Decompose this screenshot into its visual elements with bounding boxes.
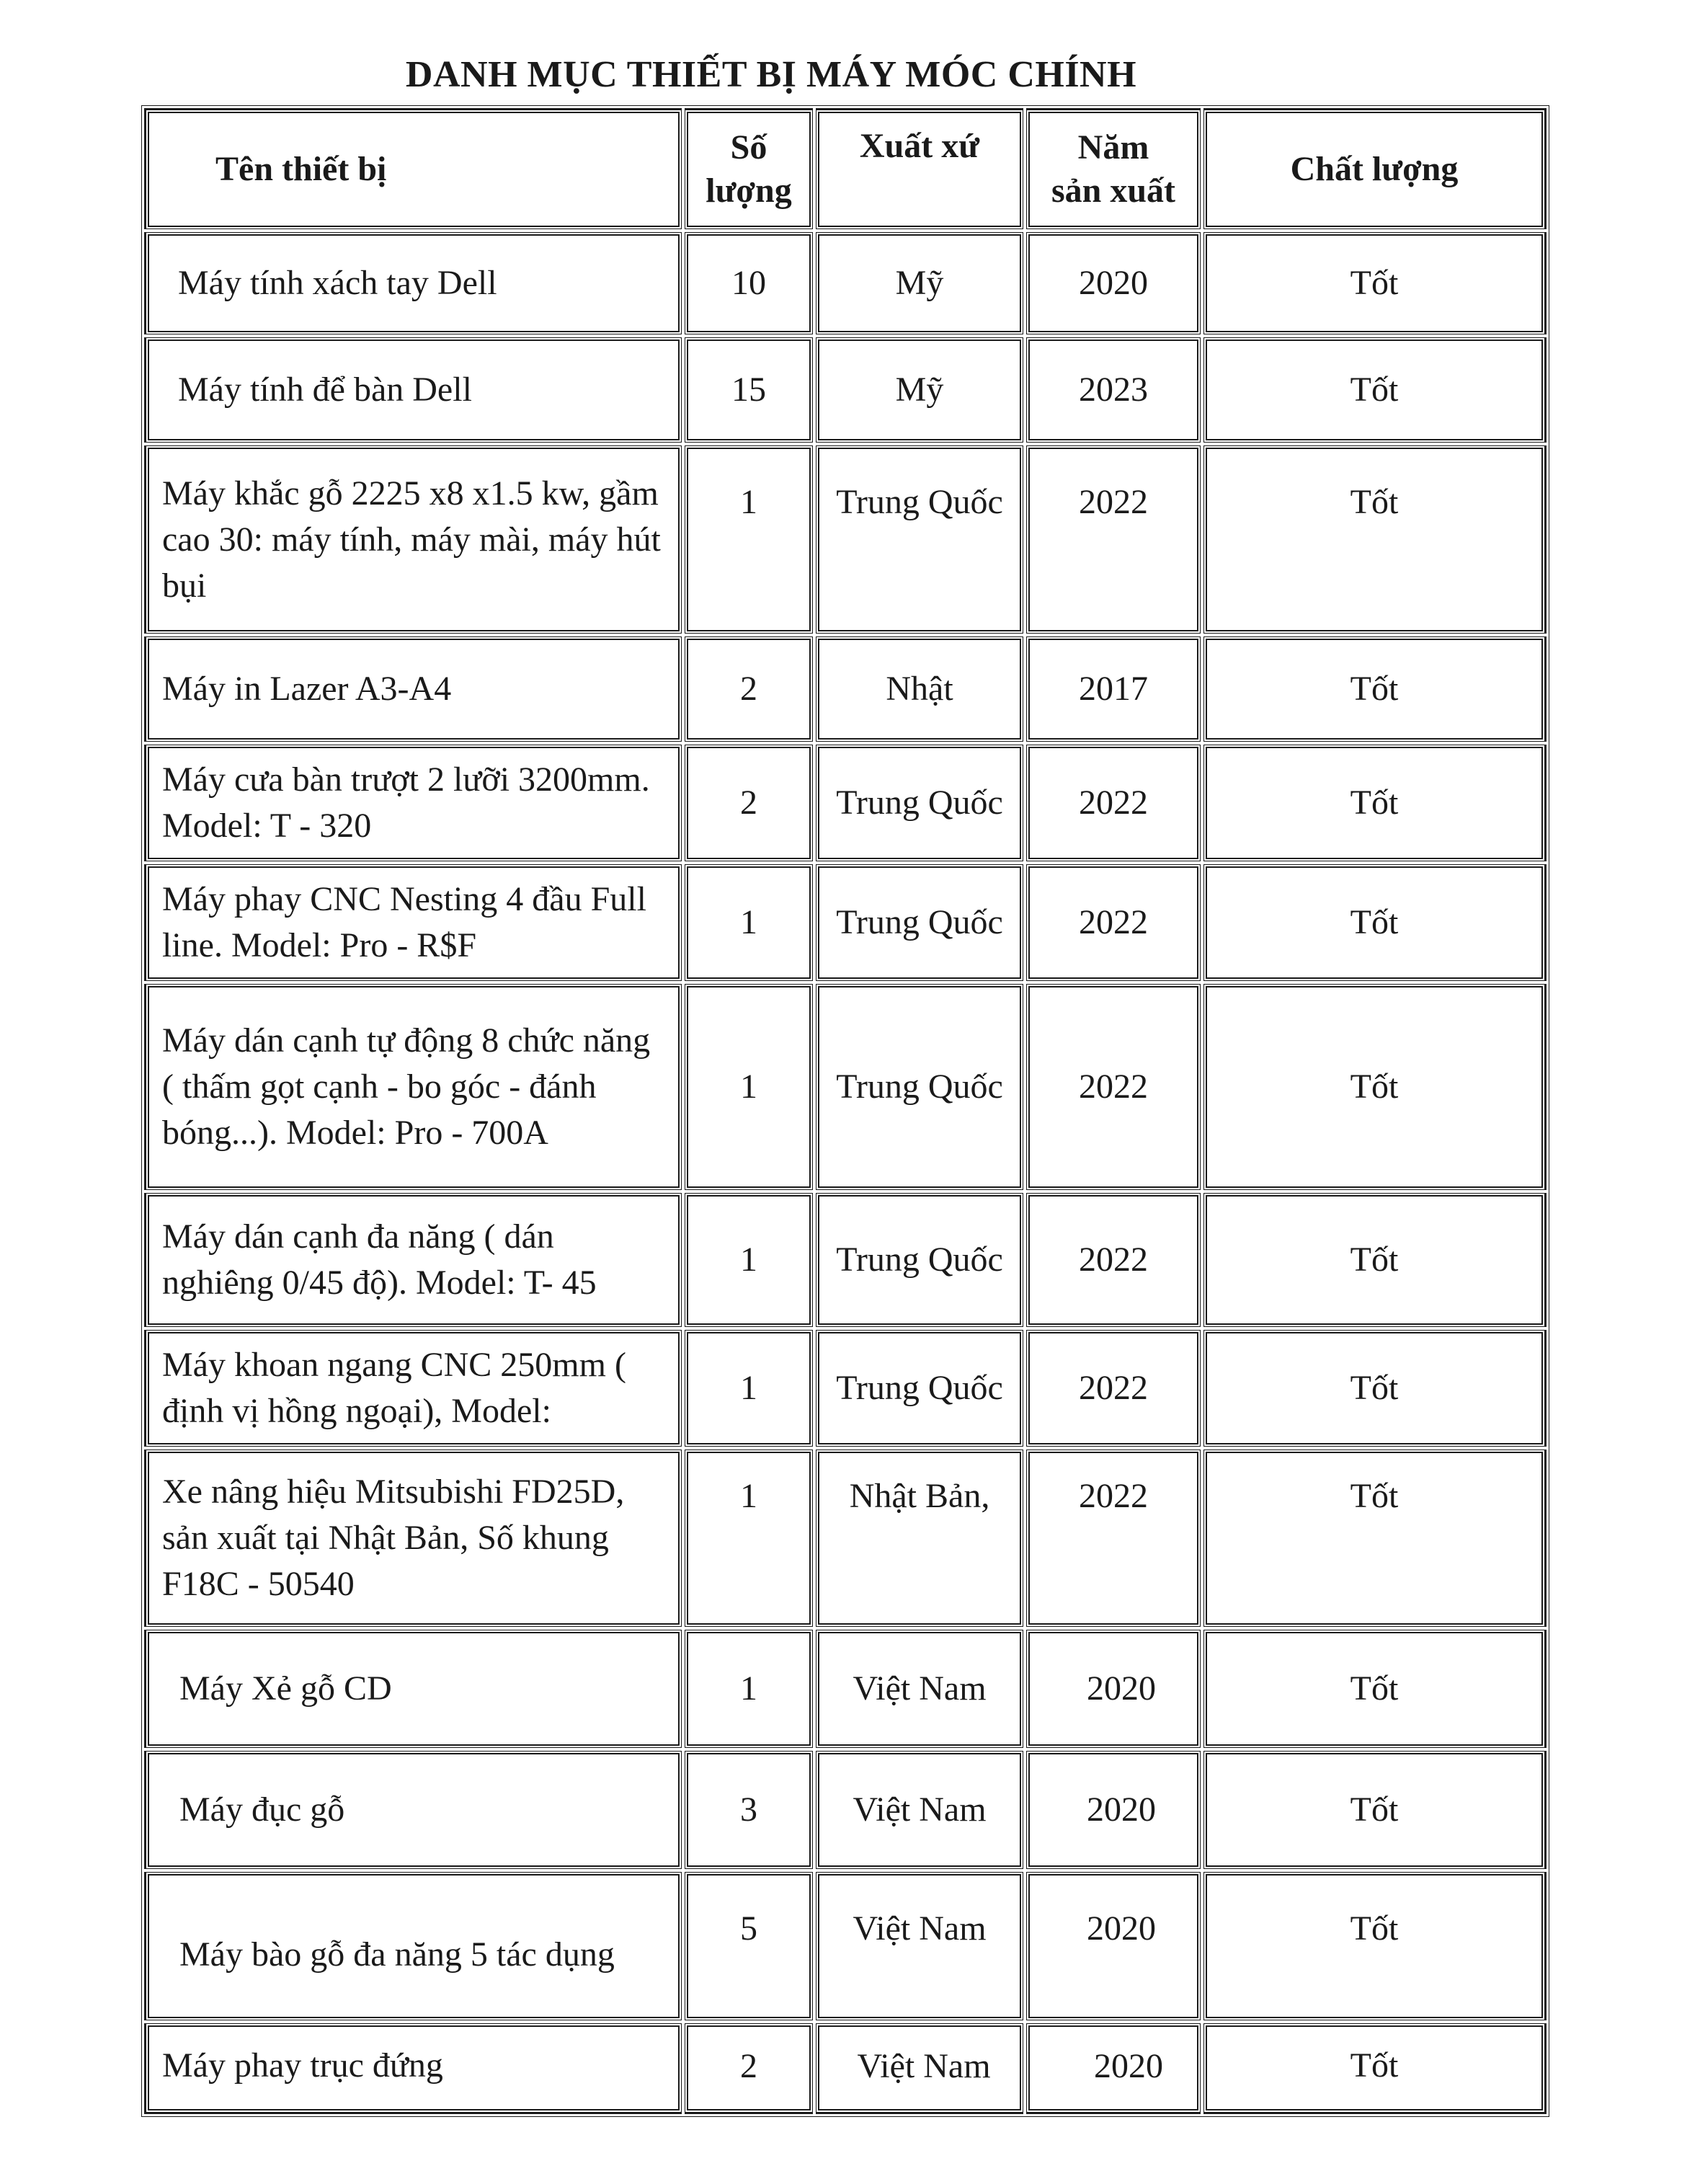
cell-quantity: 3 [683,1749,814,1870]
cell-year: 2022 [1025,743,1202,863]
cell-origin: Trung Quốc [814,863,1025,982]
cell-origin: Trung Quốc [814,1191,1025,1328]
cell-name: Máy phay trục đứng [144,2022,683,2114]
cell-origin: Trung Quốc [814,444,1025,635]
cell-origin: Nhật [814,635,1025,743]
cell-name: Xe nâng hiệu Mitsubishi FD25D, sản xuất tại Nhật Bản, Số khung F18C - 50540 [144,1448,683,1628]
cell-quantity: 2 [683,2022,814,2114]
cell-quality: Tốt [1202,635,1547,743]
cell-year: 2022 [1025,1448,1202,1628]
cell-year: 2020 [1025,231,1202,336]
cell-quality: Tốt [1202,336,1547,444]
cell-year: 2022 [1025,1328,1202,1448]
cell-year: 2020 [1025,1870,1202,2022]
cell-name: Máy dán cạnh đa năng ( dán nghiêng 0/45 độ). Model: T- 45 [144,1191,683,1328]
cell-name: Máy tính để bàn Dell [144,336,683,444]
table-row [144,2022,1547,2114]
cell-name: Máy khắc gỗ 2225 x8 x1.5 kw, gầm cao 30: máy tính, máy mài, máy hút bụi [144,444,683,635]
cell-name: Máy tính xách tay Dell [144,231,683,336]
table-row [144,231,1547,336]
cell-quantity: 1 [683,444,814,635]
cell-year: 2022 [1025,1191,1202,1328]
cell-origin: Nhật Bản, [814,1448,1025,1628]
table-row [144,336,1547,444]
header-quantity: Số lượng [683,108,814,231]
cell-quantity: 5 [683,1870,814,2022]
cell-quality: Tốt [1202,1628,1547,1749]
cell-year: 2022 [1025,863,1202,982]
cell-origin: Việt Nam [814,1749,1025,1870]
header-quality: Chất lượng [1202,108,1547,231]
cell-quality: Tốt [1202,1191,1547,1328]
cell-quality: Tốt [1202,743,1547,863]
cell-name: Máy Xẻ gỗ CD [144,1628,683,1749]
cell-quantity: 1 [683,982,814,1191]
table-row [144,1191,1547,1328]
cell-year: 2020 [1025,1749,1202,1870]
page-title: DANH MỤC THIẾT BỊ MÁY MÓC CHÍNH [405,54,1137,95]
table-row [144,1749,1547,1870]
cell-name: Máy bào gỗ đa năng 5 tác dụng [144,1870,683,2022]
cell-origin: Việt Nam [814,1870,1025,2022]
table-row [144,863,1547,982]
cell-name: Máy in Lazer A3-A4 [144,635,683,743]
cell-quality: Tốt [1202,444,1547,635]
equipment-table [141,105,1549,2117]
table-row [144,1870,1547,2022]
cell-year: 2022 [1025,982,1202,1191]
header-origin: Xuất xứ [814,108,1025,231]
cell-origin: Việt Nam [814,1628,1025,1749]
cell-quality: Tốt [1202,231,1547,336]
cell-quality: Tốt [1202,982,1547,1191]
cell-quantity: 15 [683,336,814,444]
cell-quality: Tốt [1202,1749,1547,1870]
cell-quality: Tốt [1202,863,1547,982]
cell-quality: Tốt [1202,1328,1547,1448]
cell-quality: Tốt [1202,1870,1547,2022]
cell-name: Máy khoan ngang CNC 250mm ( định vị hồng ngoại), Model: [144,1328,683,1448]
table-row [144,1628,1547,1749]
cell-quantity: 1 [683,1628,814,1749]
cell-quantity: 1 [683,1191,814,1328]
cell-name: Máy dán cạnh tự động 8 chức năng ( thấm gọt cạnh - bo góc - đánh bóng...). Model: Pro - 700A [144,982,683,1191]
cell-origin: Trung Quốc [814,982,1025,1191]
table-row [144,444,1547,635]
table-row [144,743,1547,863]
cell-quantity: 1 [683,1328,814,1448]
table-row [144,635,1547,743]
table-header-row [144,108,1547,231]
cell-origin: Mỹ [814,231,1025,336]
cell-year: 2020 [1025,2022,1202,2114]
cell-name: Máy đục gỗ [144,1749,683,1870]
cell-year: 2023 [1025,336,1202,444]
cell-year: 2017 [1025,635,1202,743]
table-row [144,1328,1547,1448]
header-name: Tên thiết bị [144,108,683,231]
cell-origin: Trung Quốc [814,1328,1025,1448]
cell-quantity: 2 [683,743,814,863]
cell-year: 2022 [1025,444,1202,635]
cell-quality: Tốt [1202,2022,1547,2114]
cell-name: Máy cưa bàn trượt 2 lưỡi 3200mm. Model: T - 320 [144,743,683,863]
table-row [144,982,1547,1191]
cell-quantity: 1 [683,1448,814,1628]
table-row [144,1448,1547,1628]
cell-quantity: 1 [683,863,814,982]
header-year: Năm sản xuất [1025,108,1202,231]
cell-name: Máy phay CNC Nesting 4 đầu Full line. Model: Pro - R$F [144,863,683,982]
cell-quality: Tốt [1202,1448,1547,1628]
cell-origin: Mỹ [814,336,1025,444]
cell-origin: Trung Quốc [814,743,1025,863]
cell-origin: Việt Nam [814,2022,1025,2114]
cell-quantity: 10 [683,231,814,336]
cell-quantity: 2 [683,635,814,743]
cell-year: 2020 [1025,1628,1202,1749]
